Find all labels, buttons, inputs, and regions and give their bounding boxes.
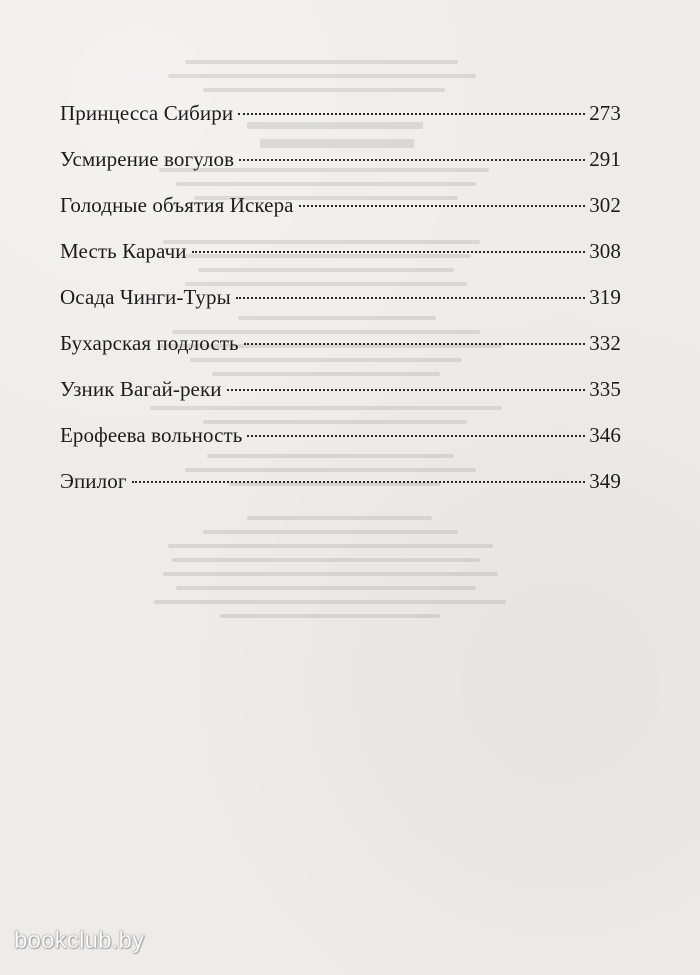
dot-leader bbox=[227, 389, 586, 391]
toc-entry-title: Месть Карачи bbox=[60, 239, 187, 263]
toc-entry-page: 273 bbox=[589, 101, 621, 125]
toc-entry-page: 335 bbox=[589, 377, 621, 401]
site-watermark: bookclub.by bbox=[14, 927, 145, 954]
toc-entry-page: 346 bbox=[589, 423, 621, 447]
toc-entry-title: Ерофеева вольность bbox=[60, 423, 243, 447]
toc-entry-title: Бухарская подлость bbox=[60, 331, 239, 355]
dot-leader bbox=[247, 435, 585, 437]
toc-entry-page: 291 bbox=[589, 147, 621, 171]
dot-leader bbox=[299, 205, 586, 207]
toc-entry bbox=[60, 412, 621, 458]
toc-entry-page: 332 bbox=[589, 331, 621, 355]
toc-entry bbox=[60, 228, 621, 274]
toc-entry bbox=[60, 136, 621, 182]
toc-entry bbox=[60, 90, 621, 136]
toc-entry-title: Узник Вагай-реки bbox=[60, 377, 222, 401]
dot-leader bbox=[132, 481, 586, 483]
dot-leader bbox=[236, 297, 585, 299]
toc-entry-page: 302 bbox=[589, 193, 621, 217]
dot-leader bbox=[244, 343, 585, 345]
toc-entry bbox=[60, 182, 621, 228]
toc-entry-title: Голодные объятия Искера bbox=[60, 193, 294, 217]
dot-leader bbox=[238, 113, 585, 115]
toc-entry bbox=[60, 366, 621, 412]
toc-entry-title: Принцесса Сибири bbox=[60, 101, 234, 125]
dot-leader bbox=[192, 251, 586, 253]
toc-entry-title: Усмирение вогулов bbox=[60, 147, 235, 171]
toc-entry-page: 349 bbox=[589, 469, 621, 493]
toc-entry-title: Эпилог bbox=[60, 469, 127, 493]
dot-leader bbox=[239, 159, 585, 161]
toc-entry-page: 319 bbox=[589, 285, 621, 309]
table-of-contents bbox=[60, 90, 621, 504]
toc-entry bbox=[60, 320, 621, 366]
toc-entry bbox=[60, 458, 621, 504]
toc-entry bbox=[60, 274, 621, 320]
toc-entry-page: 308 bbox=[589, 239, 621, 263]
toc-entry-title: Осада Чинги-Туры bbox=[60, 285, 231, 309]
